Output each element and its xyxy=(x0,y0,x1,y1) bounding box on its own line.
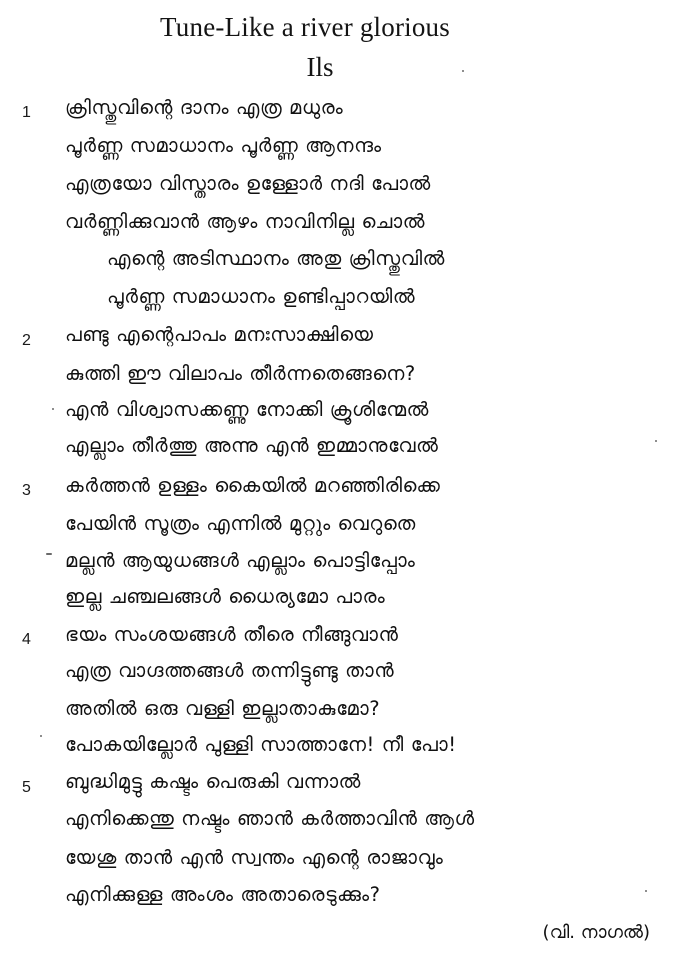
stanza-number: 3 xyxy=(22,482,31,499)
stanza-number: 1 xyxy=(22,104,31,121)
verse-line: മല്ലൻ ആയുധങ്ങൾ എല്ലാം പൊട്ടിപ്പോം xyxy=(65,549,416,572)
verse-line: ഇല്ല ചഞ്ചലങ്ങൾ ധൈര്യമോ പാരം xyxy=(65,585,386,608)
verse-line: അതിൽ ഒരു വള്ളി ഇല്ലാതാകുമോ? xyxy=(65,697,381,720)
verse-line: പൂർണ്ണ സമാധാനം പൂർണ്ണ ആനന്ദം xyxy=(65,134,382,157)
hymn-tune-title: Tune-Like a river glorious xyxy=(160,12,450,42)
verse-line: കർത്തൻ ഉള്ളം കൈയിൽ മറഞ്ഞിരിക്കെ xyxy=(65,474,441,497)
verse-line: ക്രിസ്തുവിന്റെ ദാനം എത്ര മധുരം xyxy=(65,96,344,119)
verse-line: എത്രയോ വിസ്താരം ഉള്ളോർ നദി പോൽ xyxy=(65,172,431,195)
verse-line: എനിക്കെന്തു നഷ്ടം ഞാൻ കർത്താവിൻ ആൾ xyxy=(65,807,475,830)
author-credit: (വി. നാഗൽ) xyxy=(542,922,650,943)
verse-line: കുത്തി ഈ വിലാപം തീർന്നതെങ്ങനെ? xyxy=(65,362,416,385)
stanza-number: 5 xyxy=(22,779,31,796)
scan-speck xyxy=(40,735,42,737)
verse-line: പേയിൻ സൂത്രം എന്നിൽ മുറ്റും വെറുതെ xyxy=(65,512,416,535)
verse-line: പണ്ടു എന്റെപാപം മനഃസാക്ഷിയെ xyxy=(65,323,374,346)
verse-line: യേശു താൻ എൻ സ്വന്തം എന്റെ രാജാവും xyxy=(65,846,444,869)
scan-speck xyxy=(645,890,647,892)
verse-line: എനിക്കുള്ള അംശം അതാരെടുക്കും? xyxy=(65,883,381,906)
refrain-line: പൂർണ്ണ സമാധാനം ഉണ്ടിപ്പാറയിൽ xyxy=(107,285,416,308)
verse-line: ബുദ്ധിമുട്ടു കഷ്ടം പെരുകി വന്നാൽ xyxy=(65,770,361,793)
refrain-line: എന്റെ അടിസ്ഥാനം അതു ക്രിസ്തുവിൽ xyxy=(107,247,445,270)
verse-line: ഭയം സംശയങ്ങൾ തീരെ നീങ്ങുവാൻ xyxy=(65,623,399,646)
verse-line: എത്ര വാഗ്ദത്തങ്ങൾ തന്നിട്ടുണ്ടു താൻ xyxy=(65,659,395,682)
stanza-number: 4 xyxy=(22,631,31,648)
scan-speck xyxy=(46,553,52,555)
hymn-subtitle: Ils xyxy=(306,52,334,82)
scan-speck xyxy=(52,408,54,410)
stanza-number: 2 xyxy=(22,332,31,349)
scan-speck xyxy=(462,70,464,72)
scan-speck xyxy=(655,440,657,442)
verse-line: എല്ലാം തീർത്തു അന്നു എൻ ഇമ്മാനുവേൽ xyxy=(65,434,439,457)
verse-line: എൻ വിശ്വാസക്കണ്ണു നോക്കി ക്രൂശിന്മേൽ xyxy=(65,398,429,421)
verse-line: വർണ്ണിക്കുവാൻ ആഴം നാവിനില്ല ചൊൽ xyxy=(65,210,426,233)
verse-line: പോകയില്ലോർ പുള്ളി സാത്താനേ! നീ പോ! xyxy=(65,733,457,756)
